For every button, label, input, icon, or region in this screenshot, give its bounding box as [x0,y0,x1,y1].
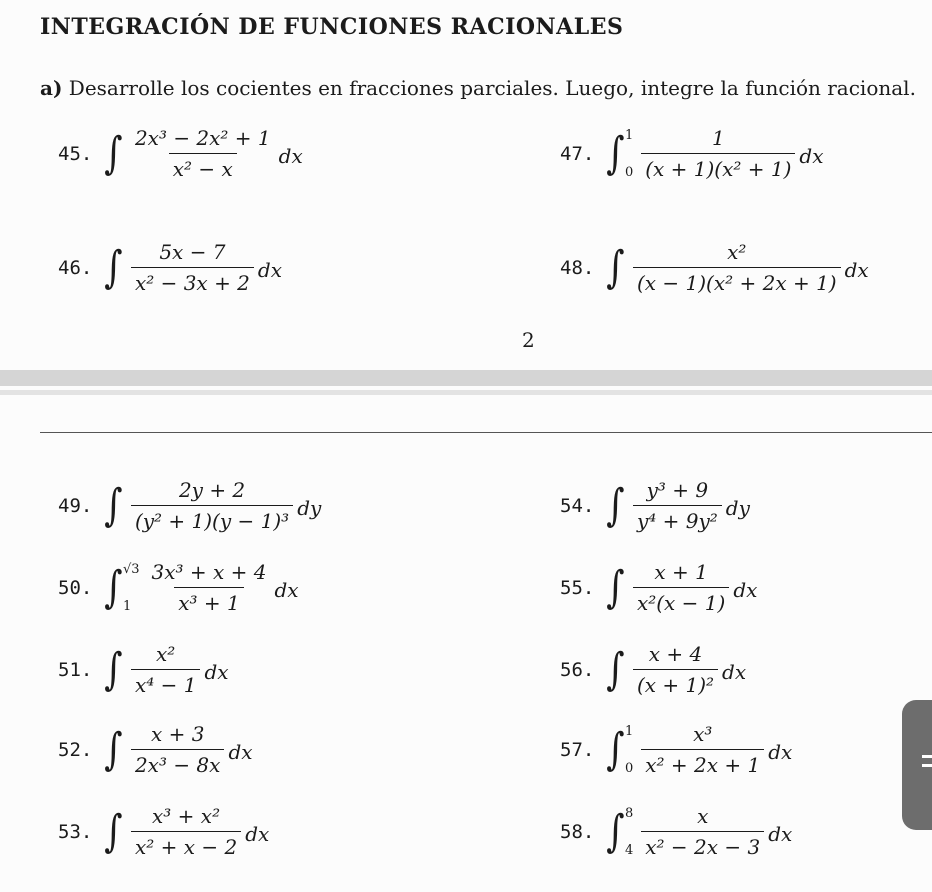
differential: dx [768,739,793,764]
instructions-label: a) [40,76,63,100]
page-number: 2 [522,328,535,352]
page-separator [0,370,932,386]
differential: dx [257,257,283,282]
problem-56 [560,642,746,697]
problem-number: 58. [560,820,595,843]
instructions [40,76,916,100]
numerator: x [697,804,709,828]
denominator: (x + 1)² [633,669,718,697]
fraction [633,478,722,533]
grip-line-icon [922,764,932,767]
denominator: (x + 1)(x² + 1) [641,153,795,181]
denominator: x² − 3x + 2 [131,267,254,295]
upper-limit: 8 [624,805,634,821]
problem-46 [58,240,282,295]
fraction [633,240,841,295]
problem-54 [560,478,750,533]
denominator: x² − 2x − 3 [641,831,764,859]
problem-number: 46. [58,256,93,279]
problem-53 [58,804,269,859]
numerator: x³ + x² [152,804,221,828]
horizontal-rule [40,432,932,433]
problem-57 [560,722,792,777]
differential: dy [297,495,322,520]
differential: dx [278,143,303,168]
problem-50 [58,560,299,615]
differential: dx [274,577,299,602]
problem-number: 55. [560,576,595,599]
problem-number: 53. [58,820,93,843]
integral-sign: ∫ [104,241,123,293]
denominator: x²(x − 1) [633,587,729,615]
problem-number: 45. [58,142,93,165]
fraction [641,722,764,777]
lower-limit: 0 [624,760,634,776]
lower-limit: 4 [624,842,634,858]
numerator: y³ + 9 [646,478,709,502]
integral-sign: ∫ [104,127,123,179]
numerator: x³ [693,722,713,746]
upper-limit: 1 [624,127,634,143]
integral-sign: ∫ [104,479,123,531]
numerator: x + 4 [648,642,703,666]
scroll-handle[interactable] [902,700,932,830]
differential: dx [844,257,869,282]
denominator: (y² + 1)(y − 1)³ [131,505,293,533]
problem-48 [560,240,869,295]
integral-sign: ∫ [104,561,123,613]
denominator: 2x³ − 8x [131,749,225,777]
integral-sign: ∫ [606,127,625,179]
denominator: x² + 2x + 1 [641,749,764,777]
problem-number: 57. [560,738,595,761]
integral-sign: ∫ [606,561,625,613]
integral-limits [123,562,140,614]
problem-51 [58,642,229,697]
denominator: (x − 1)(x² + 2x + 1) [633,267,841,295]
fraction [148,560,271,615]
differential: dx [733,577,758,602]
lower-limit: 1 [122,598,132,614]
lower-limit: 0 [624,164,634,180]
integral-sign: ∫ [104,643,123,695]
integral-sign: ∫ [606,805,625,857]
integral-sign: ∫ [606,643,625,695]
problem-number: 51. [58,658,93,681]
problem-45 [58,126,303,181]
fraction [633,560,729,615]
problem-number: 52. [58,738,93,761]
numerator: x + 3 [150,722,205,746]
fraction [131,126,275,181]
differential: dy [725,495,750,520]
integral-sign: ∫ [606,723,625,775]
problem-58 [560,804,792,859]
page-title: INTEGRACIÓN DE FUNCIONES RACIONALES [40,14,624,40]
upper-limit: √3 [122,561,140,577]
fraction [131,722,225,777]
differential: dx [722,659,747,684]
numerator: 5x − 7 [159,240,226,264]
integral-sign: ∫ [104,805,123,857]
fraction [131,642,201,697]
fraction [641,126,795,181]
differential: dx [768,821,793,846]
numerator: x² [156,642,176,666]
problem-number: 50. [58,576,93,599]
fraction [641,804,764,859]
problem-number: 56. [560,658,595,681]
integral-sign: ∫ [606,241,625,293]
integral-sign: ∫ [606,479,625,531]
problem-49 [58,478,321,533]
differential: dx [204,659,229,684]
problem-55 [560,560,757,615]
integral-limits [625,724,633,776]
numerator: 1 [711,126,725,150]
denominator: x² − x [169,153,237,181]
instructions-text: Desarrolle los cocientes en fracciones parciales. Luego, integre la función racional. [68,76,916,100]
problem-number: 47. [560,142,595,165]
fraction [131,804,241,859]
integral-limits [625,806,633,858]
fraction [131,478,293,533]
problem-47 [560,126,824,181]
problem-52 [58,722,253,777]
fraction [131,240,254,295]
numerator: 2y + 2 [178,478,246,502]
denominator: x² + x − 2 [131,831,241,859]
denominator: x⁴ − 1 [131,669,201,697]
differential: dx [799,143,824,168]
numerator: x² [727,240,747,264]
problem-number: 49. [58,494,93,517]
integral-limits [625,128,633,180]
differential: dx [228,739,253,764]
fraction [633,642,718,697]
numerator: x + 1 [654,560,708,584]
numerator: 2x³ − 2x² + 1 [134,126,271,150]
page-separator-shadow [0,390,932,395]
problem-number: 54. [560,494,595,517]
problem-number: 48. [560,256,595,279]
denominator: y⁴ + 9y² [633,505,722,533]
numerator: 3x³ + x + 4 [151,560,267,584]
integral-sign: ∫ [104,723,123,775]
upper-limit: 1 [624,723,634,739]
differential: dx [245,821,270,846]
grip-line-icon [922,755,932,758]
denominator: x³ + 1 [174,587,244,615]
